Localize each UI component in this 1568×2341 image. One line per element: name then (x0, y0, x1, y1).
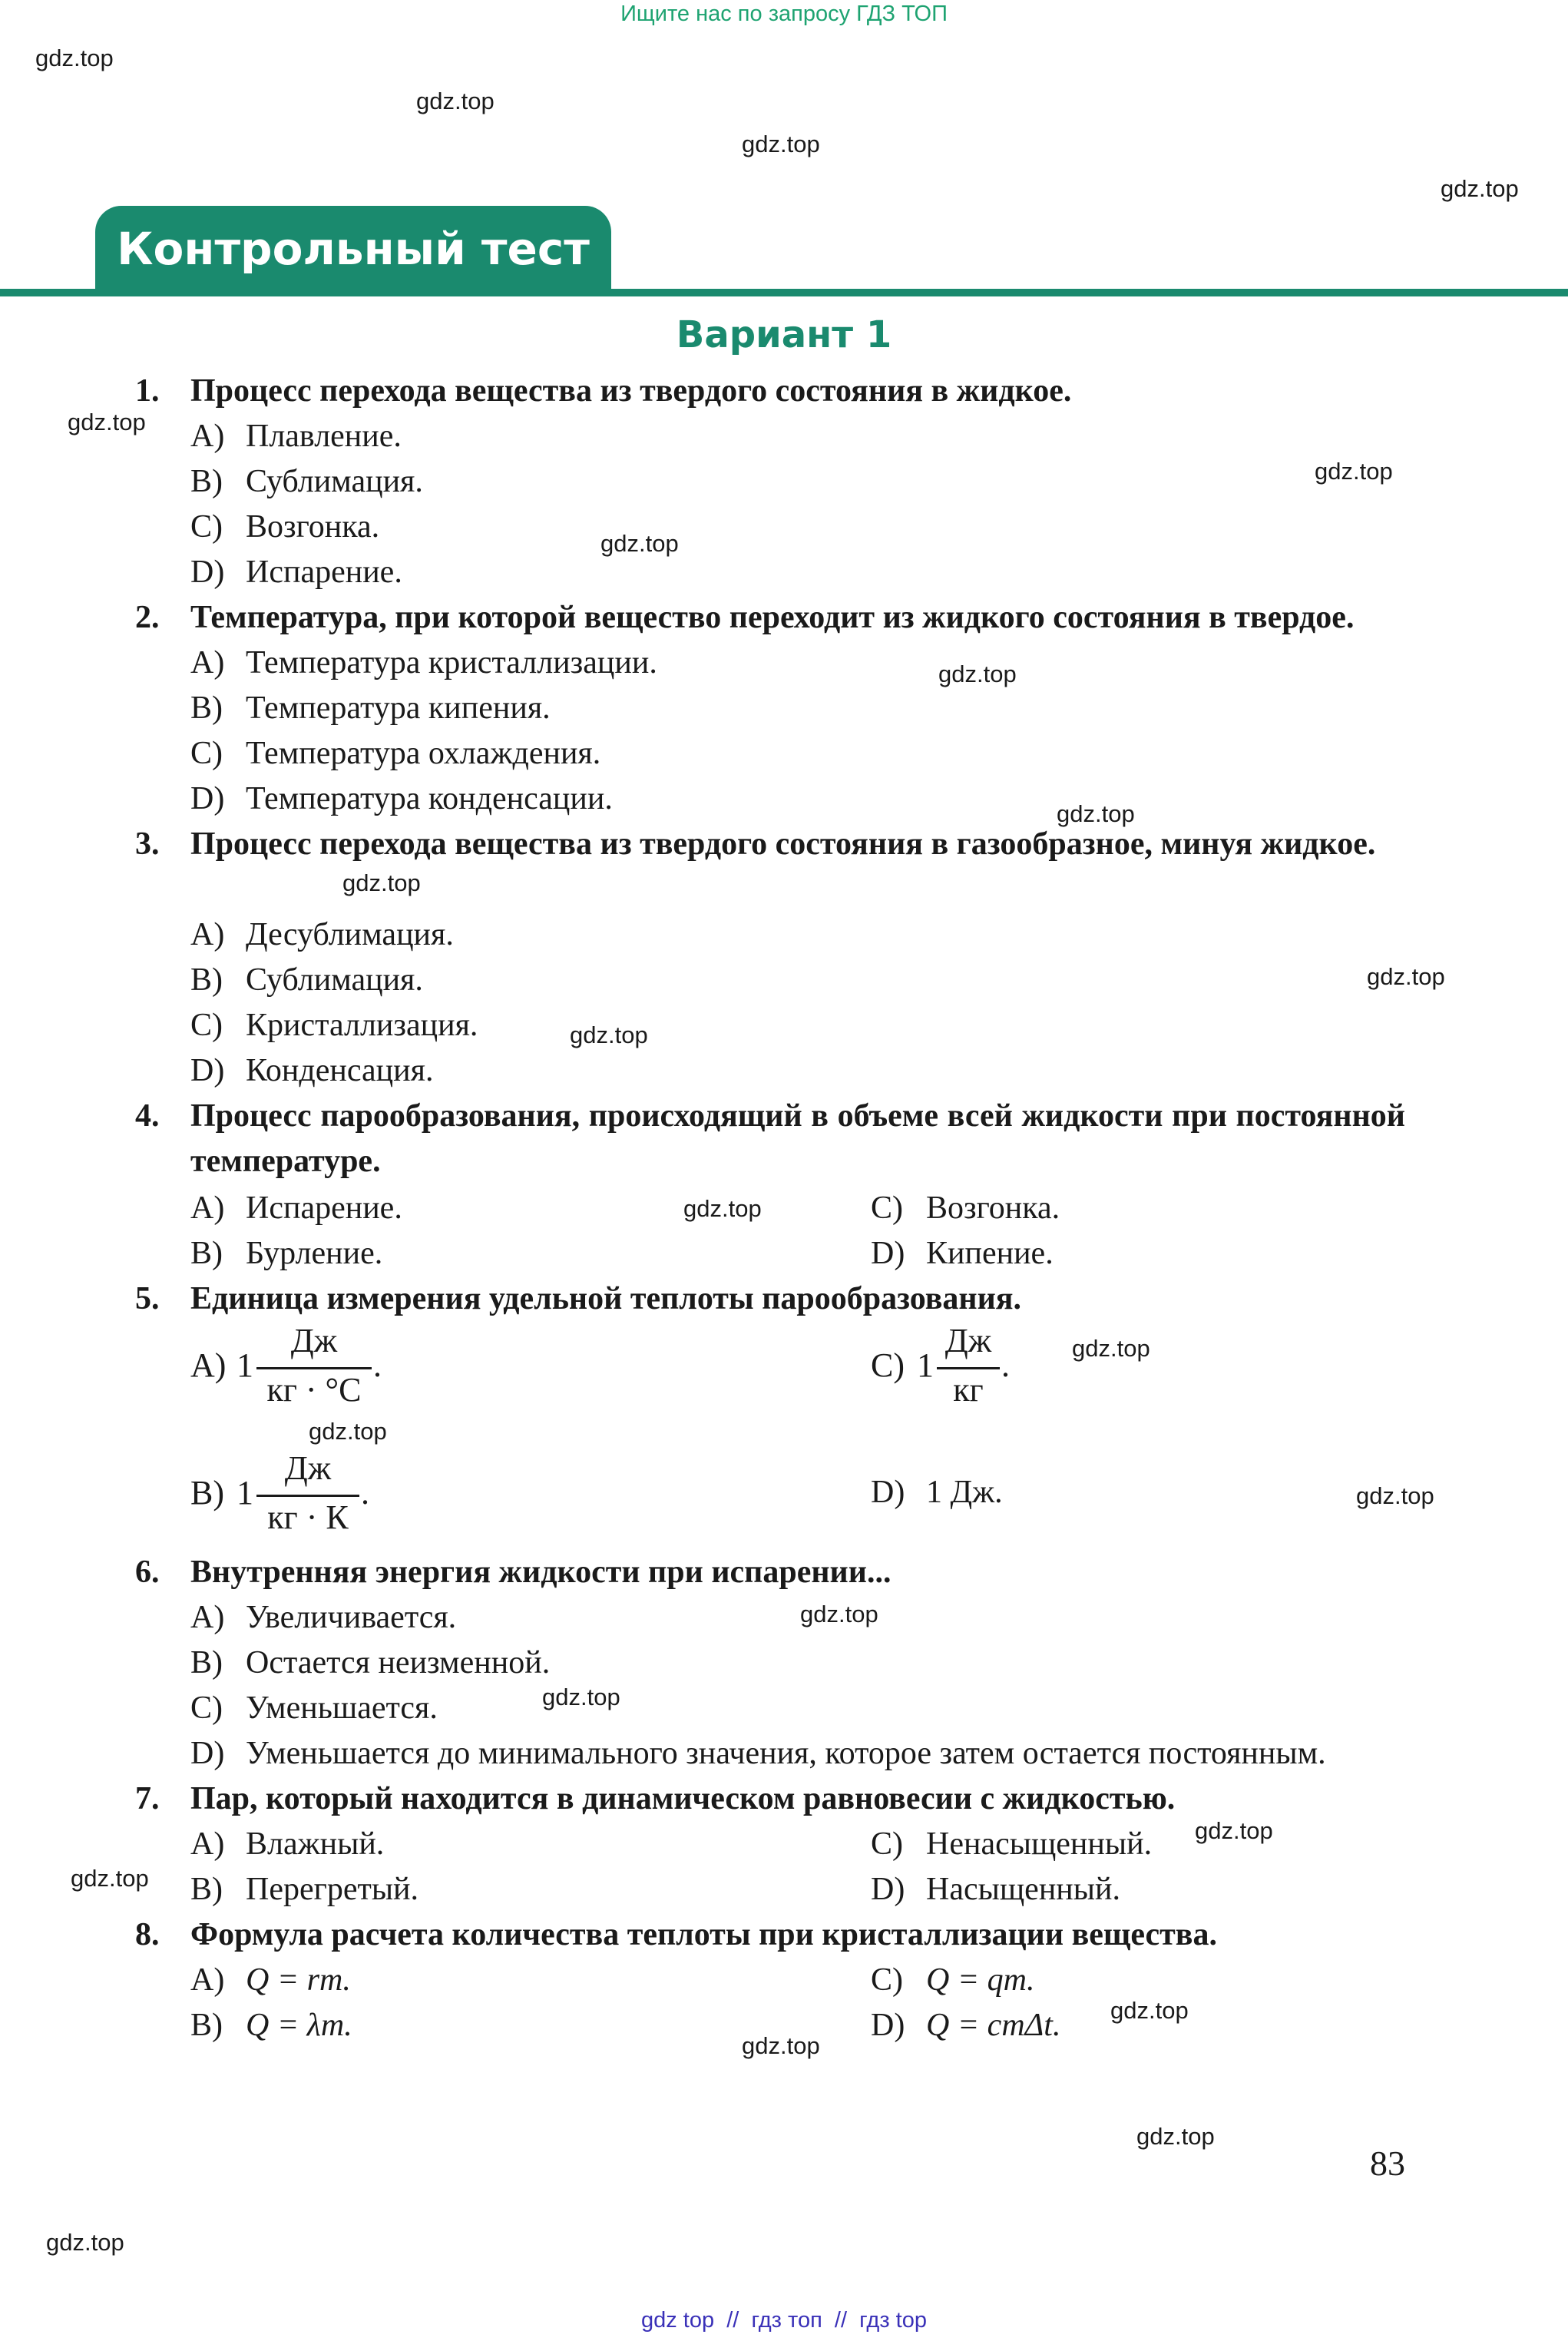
option-text: Десублимация. (246, 917, 454, 952)
answer-option (190, 1731, 1326, 1776)
section-title: Контрольный тест (117, 223, 590, 275)
option-letter: B) (190, 690, 223, 726)
option-letter: A) (190, 645, 225, 680)
answer-option (190, 686, 551, 731)
option-letter: D) (871, 2008, 905, 2043)
section-tab (95, 206, 611, 290)
option-letter: C) (190, 1690, 223, 1726)
option-text: Бурление. (246, 1236, 383, 1271)
unit-coefficient: 1 (917, 1346, 934, 1384)
answer-option (190, 776, 613, 822)
option-text: Влажный. (246, 1826, 385, 1862)
option-text: Плавление. (246, 419, 402, 454)
option-letter: B) (190, 1236, 223, 1271)
fraction-numerator: Дж (290, 1322, 338, 1359)
question-number: 8. (135, 1917, 160, 1952)
fraction-bar (256, 1495, 359, 1497)
watermark: gdz.top (600, 530, 679, 557)
watermark: gdz.top (800, 1601, 878, 1627)
answer-option (190, 1003, 478, 1048)
watermark: gdz.top (742, 131, 820, 157)
question-number: 4. (135, 1098, 160, 1134)
option-end: . (373, 1346, 382, 1384)
answer-option (190, 1595, 456, 1641)
answer-option (190, 1641, 550, 1686)
unit-coefficient: 1 (237, 1474, 253, 1512)
answer-option (190, 1186, 402, 1231)
answer-option (190, 505, 379, 550)
footer-links[interactable]: gdz top // гдз топ // гдз top (640, 2308, 927, 2333)
answer-option (190, 912, 454, 958)
option-text: Остается неизменной. (246, 1645, 551, 1680)
option-text: Увеличивается. (246, 1600, 457, 1635)
question-number: 2. (135, 600, 160, 635)
option-text: Насыщенный. (926, 1872, 1120, 1907)
watermark: gdz.top (1195, 1817, 1273, 1844)
top-banner: Ищите нас по запросу ГДЗ ТОП (620, 2, 948, 26)
option-letter: D) (871, 1872, 905, 1907)
fraction-denominator: кг (953, 1371, 984, 1409)
option-letter: A) (190, 1962, 225, 1998)
option-letter: D) (190, 1053, 225, 1088)
answer-option (871, 1822, 1152, 1867)
watermark: gdz.top (342, 869, 421, 896)
fraction-denominator: кг · °С (266, 1371, 362, 1409)
answer-option (190, 1958, 351, 2003)
question-text: Формула расчета количества теплоты при кристаллизации вещества. (190, 1917, 1217, 1952)
option-letter: C) (190, 1008, 223, 1043)
watermark: gdz.top (683, 1195, 762, 1222)
option-letter: B) (190, 1645, 223, 1680)
question-number: 6. (135, 1555, 160, 1590)
option-text: Температура кипения. (246, 690, 551, 726)
watermark: gdz.top (416, 88, 495, 114)
question-number: 1. (135, 373, 160, 409)
option-text: Испарение. (246, 555, 402, 590)
option-letter: A) (190, 917, 225, 952)
answer-option (190, 1867, 418, 1912)
watermark: gdz.top (938, 661, 1017, 687)
option-text: Температура охлаждения. (246, 736, 601, 771)
option-letter: A) (190, 1826, 225, 1862)
watermark: gdz.top (1441, 175, 1519, 202)
question-text: Температура, при которой вещество переходит из жидкого состояния в твердое. (190, 600, 1355, 635)
answer-option (871, 1470, 1003, 1515)
answer-option (190, 2003, 352, 2048)
unit-coefficient: 1 (237, 1346, 253, 1384)
answer-option (190, 1686, 438, 1731)
option-text: Возгонка. (246, 509, 380, 545)
option-letter: C) (190, 509, 223, 545)
option-text: Ненасыщенный. (926, 1826, 1153, 1862)
option-text: Испарение. (246, 1190, 402, 1226)
watermark: gdz.top (1356, 1482, 1434, 1509)
watermark: gdz.top (542, 1684, 620, 1710)
option-text: Кристаллизация. (246, 1008, 478, 1043)
option-text: Сублимация. (246, 464, 423, 499)
formula: Q = qm. (926, 1962, 1035, 1998)
option-letter: C) (871, 1346, 905, 1384)
answer-option (871, 1958, 1035, 2003)
page-number: 83 (1370, 2144, 1405, 2183)
option-text: 1 Дж. (926, 1475, 1003, 1510)
answer-option (190, 958, 423, 1003)
fraction-numerator: Дж (284, 1449, 332, 1487)
answer-option (190, 1822, 384, 1867)
watermark: gdz.top (68, 409, 146, 435)
option-text: Перегретый. (246, 1872, 419, 1907)
answer-option (190, 459, 423, 505)
option-text: Возгонка. (926, 1190, 1060, 1226)
option-letter: A) (190, 1190, 225, 1226)
option-text: Температура кристаллизации. (246, 645, 657, 680)
answer-option (871, 1231, 1054, 1276)
answer-option (190, 1048, 433, 1094)
watermark: gdz.top (1136, 2123, 1215, 2150)
option-letter: C) (871, 1962, 903, 1998)
question-text: Процесс перехода вещества из твердого состояния в жидкое. (190, 373, 1072, 409)
option-text: Уменьшается до минимального значения, которое затем остается постоянным. (246, 1736, 1326, 1771)
formula: Q = cmΔt. (926, 2008, 1061, 2043)
option-text: Уменьшается. (246, 1690, 438, 1726)
answer-option (871, 1186, 1060, 1231)
question-text: Пар, который находится в динамическом равновесии с жидкостью. (190, 1781, 1176, 1816)
watermark: gdz.top (71, 1865, 149, 1892)
watermark: gdz.top (1057, 800, 1135, 827)
question-text: Единица измерения удельной теплоты парообразования. (190, 1281, 1022, 1316)
answer-option (871, 2003, 1060, 2048)
answer-option (190, 641, 657, 686)
question-number: 3. (135, 826, 160, 862)
formula: Q = rm. (246, 1962, 351, 1998)
option-end: . (1001, 1346, 1010, 1384)
watermark: gdz.top (570, 1021, 648, 1048)
watermark: gdz.top (1110, 1997, 1189, 2024)
fraction-numerator: Дж (944, 1322, 992, 1359)
option-letter: B) (190, 2008, 223, 2043)
answer-option (190, 1450, 421, 1539)
option-letter: B) (190, 1474, 224, 1512)
watermark: gdz.top (742, 2032, 820, 2059)
answer-option (190, 1231, 382, 1276)
answer-option (871, 1323, 1040, 1412)
option-text: Сублимация. (246, 962, 423, 998)
option-letter: B) (190, 464, 223, 499)
watermark: gdz.top (1367, 963, 1445, 990)
option-letter: A) (190, 419, 225, 454)
option-letter: D) (190, 1736, 225, 1771)
question-text: Внутренняя энергия жидкости при испарении... (190, 1555, 892, 1590)
variant-title: Вариант 1 (676, 313, 892, 356)
option-letter: A) (190, 1600, 225, 1635)
answer-option (871, 1867, 1120, 1912)
watermark: gdz.top (35, 45, 114, 71)
option-letter: C) (871, 1190, 903, 1226)
watermark: gdz.top (46, 2229, 124, 2256)
option-text: Конденсация. (246, 1053, 434, 1088)
watermark: gdz.top (1072, 1335, 1150, 1362)
watermark: gdz.top (1315, 458, 1393, 485)
watermark: gdz.top (309, 1418, 387, 1445)
answer-option (190, 731, 600, 776)
option-letter: A) (190, 1346, 227, 1384)
option-letter: C) (190, 736, 223, 771)
answer-option (190, 1323, 421, 1412)
answer-option (190, 550, 402, 595)
option-letter: D) (190, 781, 225, 816)
option-text: Температура конденсации. (246, 781, 613, 816)
option-letter: D) (871, 1236, 905, 1271)
option-letter: B) (190, 1872, 223, 1907)
answer-option (190, 414, 402, 459)
option-letter: C) (871, 1826, 903, 1862)
question-number: 5. (135, 1281, 160, 1316)
fraction-denominator: кг · К (267, 1498, 349, 1536)
option-letter: D) (190, 555, 225, 590)
formula: Q = λm. (246, 2008, 352, 2043)
question-text: Процесс парообразования, происходящий в объеме всей жидкости при постоянной температуре. (190, 1098, 1405, 1179)
option-letter: D) (871, 1475, 905, 1510)
fraction-bar (937, 1367, 1000, 1369)
question-text: Процесс перехода вещества из твердого состояния в газообразное, минуя жидкое. (190, 826, 1376, 862)
question-number: 7. (135, 1781, 160, 1816)
option-letter: B) (190, 962, 223, 998)
option-text: Кипение. (926, 1236, 1054, 1271)
fraction-bar (256, 1367, 372, 1369)
option-end: . (361, 1474, 369, 1512)
